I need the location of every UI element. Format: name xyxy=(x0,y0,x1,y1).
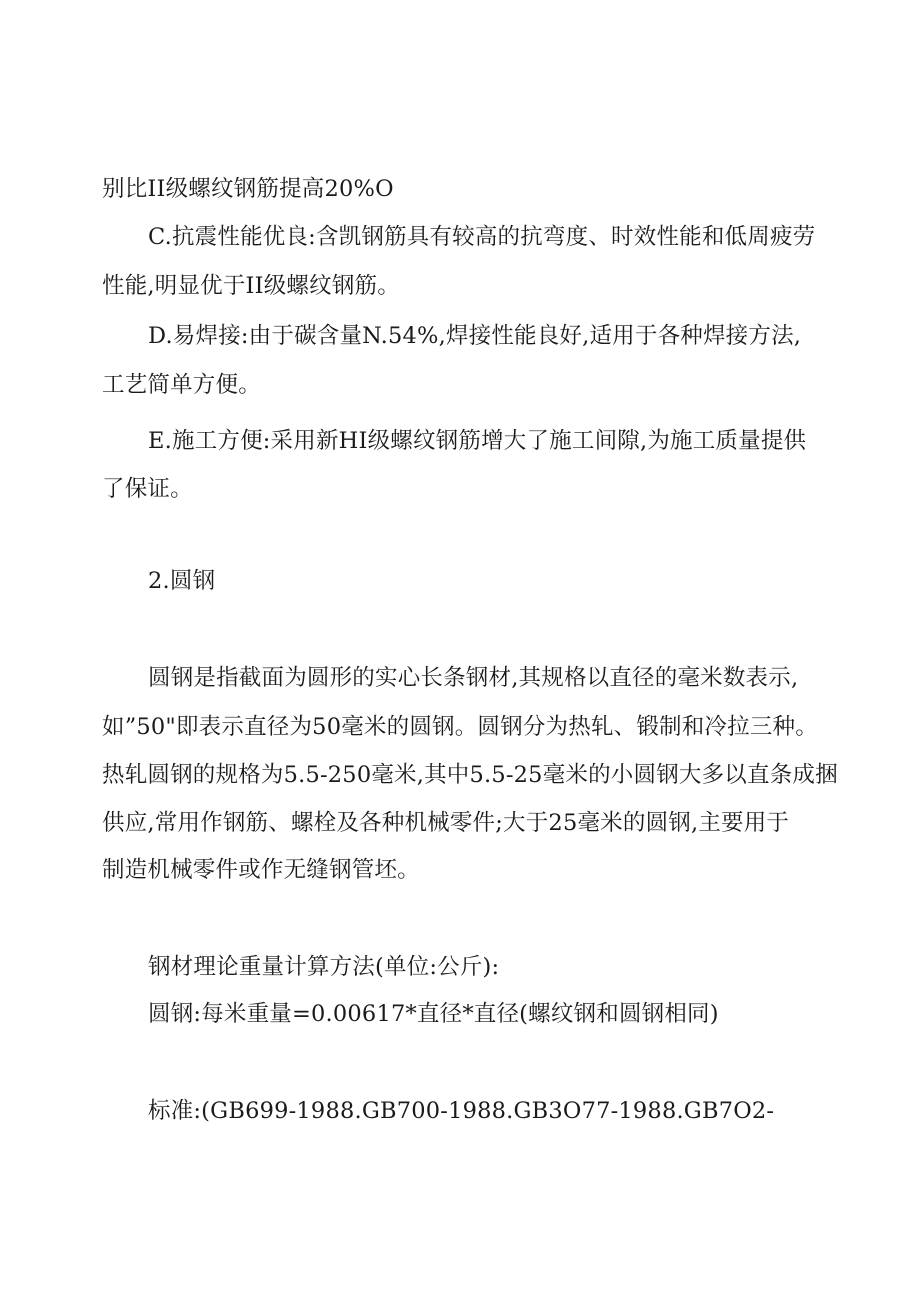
paragraph-e-line-2: 了保证。 xyxy=(102,476,193,502)
weight-calculation-heading: 钢材理论重量计算方法(单位:公斤): xyxy=(148,954,500,980)
round-steel-paragraph-line-1: 圆钢是指截面为圆形的实心长条钢材,其规格以直径的毫米数表示, xyxy=(148,665,799,691)
paragraph-c-line-2: 性能,明显优于II级螺纹钢筋。 xyxy=(102,273,400,299)
paragraph-e-line-1: E.施工方便:采用新HI级螺纹钢筋增大了施工间隙,为施工质量提供 xyxy=(148,428,807,454)
section-heading-round-steel: 2.圆钢 xyxy=(148,568,216,594)
round-steel-paragraph-line-2: 如”50"即表示直径为50毫米的圆钢。圆钢分为热轧、锻制和冷拉三种。 xyxy=(102,714,818,740)
paragraph-b-continuation-line: 别比II级螺纹钢筋提高20%O xyxy=(102,176,394,202)
paragraph-c-line-1: C.抗震性能优良:含凯钢筋具有较高的抗弯度、时效性能和低周疲劳 xyxy=(148,224,816,250)
round-steel-paragraph-line-3: 热轧圆钢的规格为5.5-250毫米,其中5.5-25毫米的小圆钢大多以直条成捆 xyxy=(102,762,838,788)
standards-line: 标准:(GB699-1988.GB700-1988.GB3O77-1988.GB7O2- xyxy=(148,1098,775,1124)
round-steel-paragraph-line-5: 制造机械零件或作无缝钢管坯。 xyxy=(102,857,420,883)
paragraph-d-line-1: D.易焊接:由于碳含量N.54%,焊接性能良好,适用于各种焊接方法, xyxy=(148,323,802,349)
weight-formula-line: 圆钢:每米重量=0.00617*直径*直径(螺纹钢和圆钢相同) xyxy=(148,1001,719,1027)
round-steel-paragraph-line-4: 供应,常用作钢筋、螺栓及各种机械零件;大于25毫米的圆钢,主要用于 xyxy=(102,810,790,836)
paragraph-d-line-2: 工艺简单方便。 xyxy=(102,372,261,398)
